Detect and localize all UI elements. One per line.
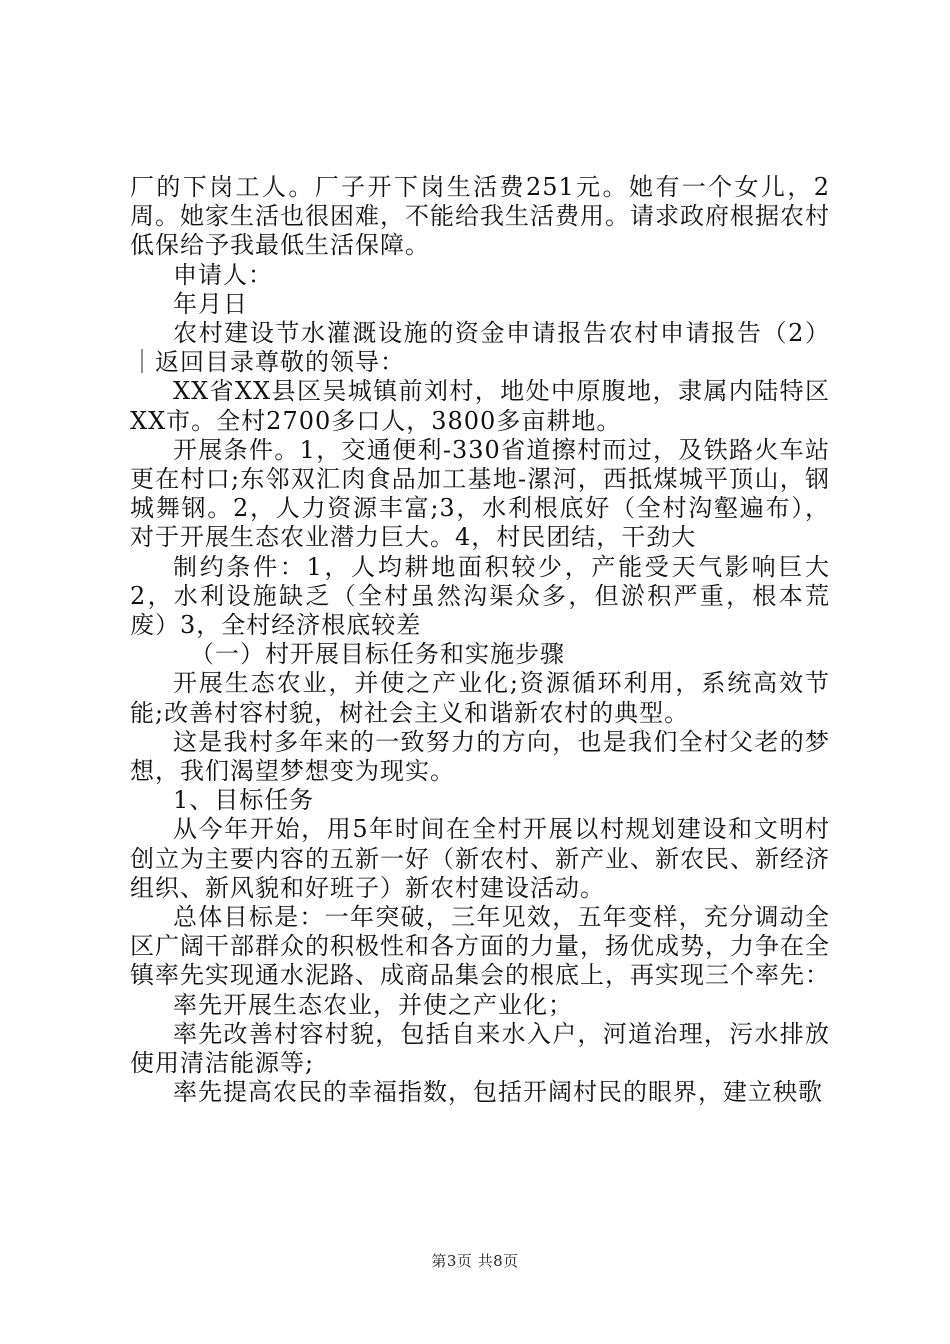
paragraph-overall-goal: 总体目标是：一年突破，三年见效，五年变样，充分调动全区广阔干部群众的积极性和各方面的力量，扬优成势，力争在全镇率先实现通水泥路、成商品集会的根底上，再实现三个率先： — [130, 903, 830, 990]
paragraph-village-intro: XX省XX县区吴城镇前刘村，地处中原腹地，隶属内陆特区XX市。全村2700多口人，3800多亩耕地。 — [130, 377, 830, 435]
paragraph-continuation: 厂的下岗工人。厂子开下岗生活费251元。她有一个女儿，2周。她家生活也很困难，不能给我生活费用。请求政府根据农村低保给予我最低生活保障。 — [130, 173, 830, 260]
paragraph-aspiration: 这是我村多年来的一致努力的方向，也是我们全村父老的梦想，我们渴望梦想变为现实。 — [130, 727, 830, 786]
document-body — [130, 173, 830, 1108]
page-number: 第3页 共8页 — [431, 1252, 519, 1270]
paragraph-applicant: 申请人： — [173, 260, 273, 289]
paragraph-constraints: 制约条件：1，人均耕地面积较少，产能受天气影响巨大2，水利设施缺乏（全村虽然沟渠众多，但淤积严重，根本荒废）3，全村经济根底较差 — [130, 552, 830, 640]
subsection-heading: 1、目标任务 — [173, 786, 315, 815]
paragraph-conditions: 开展条件。1，交通便利-330省道擦村而过，及铁路火车站更在村口;东邻双汇肉食品加工基地-漯河，西抵煤城平顶山，钢城舞钢。2，人力资源丰富;3，水利根底好（全村沟壑遍布），对于开展生态农业潜力巨大。4，村民团结，干劲大 — [130, 435, 830, 552]
paragraph-first-priority: 率先开展生态农业，并使之产业化； — [173, 990, 573, 1019]
section-heading: （一）村开展目标任务和实施步骤 — [190, 640, 565, 669]
paragraph-goals: 开展生态农业，并使之产业化;资源循环利用，系统高效节能;改善村容村貌，树社会主义和谐新农村的典型。 — [130, 669, 830, 727]
page-footer — [0, 1250, 950, 1271]
paragraph-second-priority: 率先改善村容村貌，包括自来水入户，河道治理，污水排放使用清洁能源等; — [130, 1019, 830, 1078]
paragraph-five-years: 从今年开始，用5年时间在全村开展以村规划建设和文明村创立为主要内容的五新一好（新农村、新产业、新农民、新经济组织、新风貌和好班子）新农村建设活动。 — [130, 815, 830, 902]
paragraph-third-priority: 率先提高农民的幸福指数，包括开阔村民的眼界，建立秧歌 — [173, 1078, 823, 1107]
paragraph-report-title: 农村建设节水灌溉设施的资金申请报告农村申请报告（2）｜返回目录尊敬的领导： — [130, 319, 830, 377]
paragraph-date: 年月日 — [173, 289, 248, 318]
